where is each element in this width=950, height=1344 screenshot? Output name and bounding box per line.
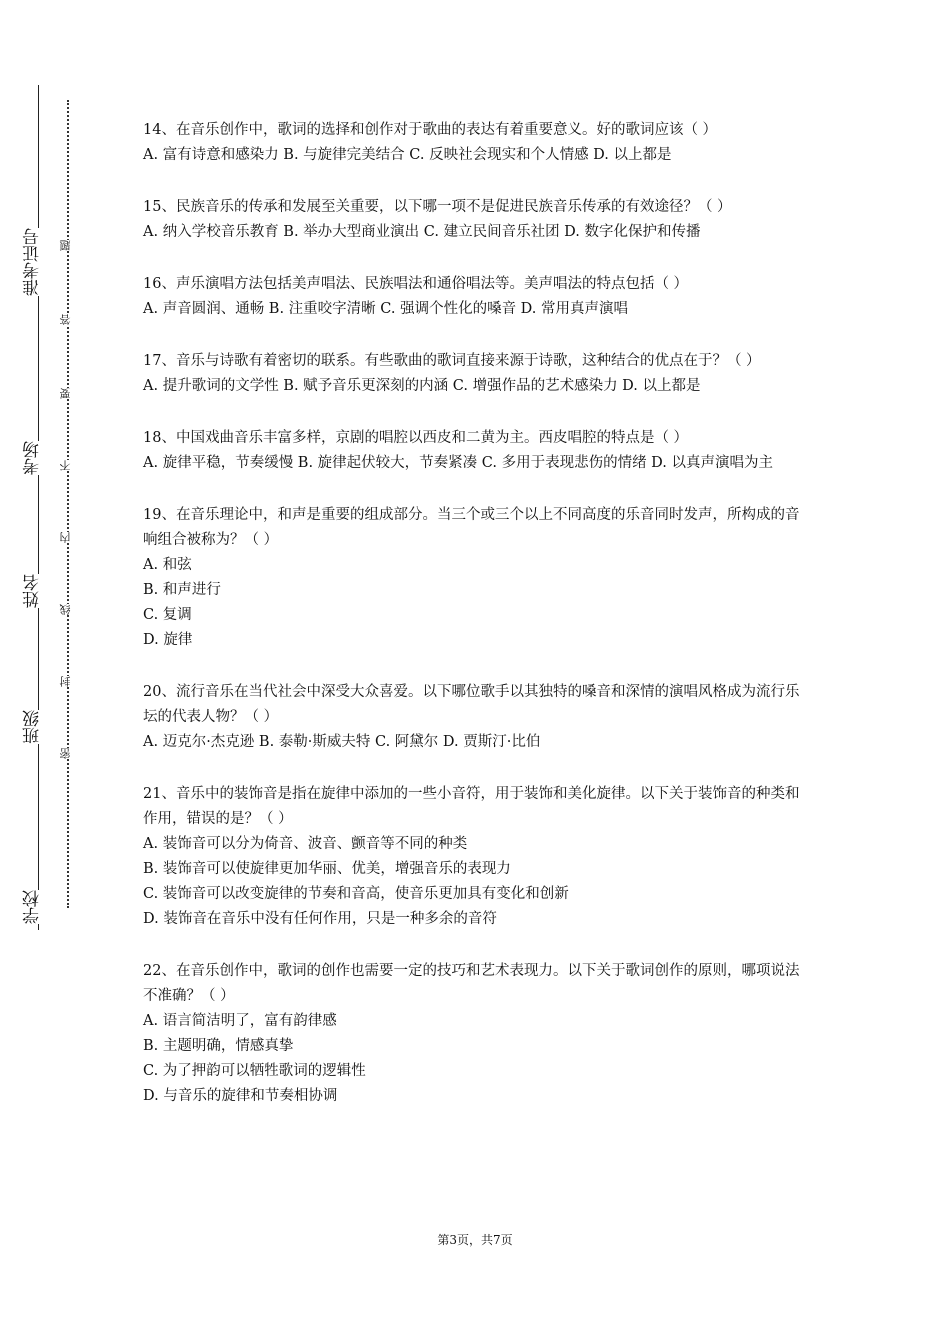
- question-19: [143, 503, 813, 653]
- question-14: [143, 118, 813, 168]
- option-d: D. 旋律: [143, 632, 193, 648]
- question-17: [143, 349, 813, 399]
- question-options: A. 迈克尔·杰克逊 B. 泰勒·斯威夫特 C. 阿黛尔 D. 贾斯汀·比伯: [143, 734, 541, 750]
- seal-char: 要: [59, 388, 77, 399]
- option-b: B. 和声进行: [143, 582, 221, 598]
- question-stem: 18、中国戏曲音乐丰富多样，京剧的唱腔以西皮和二黄为主。西皮唱腔的特点是（ ）: [143, 430, 689, 446]
- option-a: A. 和弦: [143, 557, 192, 573]
- question-20: [143, 680, 813, 755]
- question-stem: 19、在音乐理论中，和声是重要的组成部分。当三个或三个以上不同高度的乐音同时发声，所构成的音响组合被称为？（ ）: [143, 507, 800, 548]
- question-options: A. 旋律平稳，节奏缓慢 B. 旋律起伏较大，节奏紧凑 C. 多用于表现悲伤的情绪 D. 以真声演唱为主: [143, 455, 774, 471]
- seal-char: 密: [59, 748, 77, 759]
- option-c: C. 为了押韵可以牺牲歌词的逻辑性: [143, 1063, 366, 1079]
- seal-char: 题: [59, 240, 77, 251]
- field-school: 学校: [24, 890, 54, 924]
- option-a: A. 语言简洁明了，富有韵律感: [143, 1013, 337, 1029]
- option-b: B. 主题明确，情感真挚: [143, 1038, 294, 1054]
- question-21: [143, 782, 813, 932]
- question-options: A. 纳入学校音乐教育 B. 举办大型商业演出 C. 建立民间音乐社团 D. 数字化保护和传播: [143, 224, 701, 240]
- seal-char: 线: [59, 604, 77, 615]
- option-a: A. 装饰音可以分为倚音、波音、颤音等不同的种类: [143, 836, 468, 852]
- option-d: D. 装饰音在音乐中没有任何作用，只是一种多余的音符: [143, 911, 497, 927]
- binding-solid-line: [38, 85, 39, 930]
- option-b: B. 装饰音可以使旋律更加华丽、优美，增强音乐的表现力: [143, 861, 511, 877]
- question-18: [143, 426, 813, 476]
- question-stem: 14、在音乐创作中，歌词的选择和创作对于歌曲的表达有着重要意义。好的歌词应该（ ）: [143, 122, 718, 138]
- field-exam-number: 准考证号: [24, 228, 54, 296]
- question-options: A. 声音圆润、通畅 B. 注重咬字清晰 C. 强调个性化的嗓音 D. 常用真声演唱: [143, 301, 629, 317]
- option-d: D. 与音乐的旋律和节奏相协调: [143, 1088, 338, 1104]
- question-16: [143, 272, 813, 322]
- question-stem: 22、在音乐创作中，歌词的创作也需要一定的技巧和艺术表现力。以下关于歌词创作的原则，哪项说法不准确？（ ）: [143, 963, 800, 1004]
- option-c: C. 装饰音可以改变旋律的节奏和音高，使音乐更加具有变化和创新: [143, 886, 569, 902]
- page-number: 第3页，共7页: [437, 1233, 513, 1247]
- seal-char: 不: [59, 460, 77, 471]
- seal-char: 封: [59, 676, 77, 687]
- question-22: [143, 959, 813, 1109]
- question-list: [143, 118, 813, 1136]
- question-stem: 15、民族音乐的传承和发展至关重要，以下哪一项不是促进民族音乐传承的有效途径？（ ）: [143, 199, 732, 215]
- seal-char: 内: [59, 532, 77, 543]
- field-exam-room: 考场: [24, 441, 54, 475]
- question-15: [143, 195, 813, 245]
- binding-margin: [0, 0, 110, 1344]
- question-stem: 16、声乐演唱方法包括美声唱法、民族唱法和通俗唱法等。美声唱法的特点包括（ ）: [143, 276, 689, 292]
- field-name: 姓名: [24, 574, 54, 608]
- question-options: A. 提升歌词的文学性 B. 赋予音乐更深刻的内涵 C. 增强作品的艺术感染力 D. 以上都是: [143, 378, 701, 394]
- question-options: A. 富有诗意和感染力 B. 与旋律完美结合 C. 反映社会现实和个人情感 D. 以上都是: [143, 147, 672, 163]
- question-stem: 20、流行音乐在当代社会中深受大众喜爱。以下哪位歌手以其独特的嗓音和深情的演唱风格成为流行乐坛的代表人物？（ ）: [143, 684, 800, 725]
- question-stem: 17、音乐与诗歌有着密切的联系。有些歌曲的歌词直接来源于诗歌，这种结合的优点在于？（ ）: [143, 353, 761, 369]
- seal-char: 答: [59, 314, 77, 325]
- seal-dotted-line: [67, 100, 69, 908]
- option-c: C. 复调: [143, 607, 192, 623]
- question-stem: 21、音乐中的装饰音是指在旋律中添加的一些小音符，用于装饰和美化旋律。以下关于装饰音的种类和作用，错误的是？（ ）: [143, 786, 800, 827]
- field-class: 班级: [24, 710, 54, 744]
